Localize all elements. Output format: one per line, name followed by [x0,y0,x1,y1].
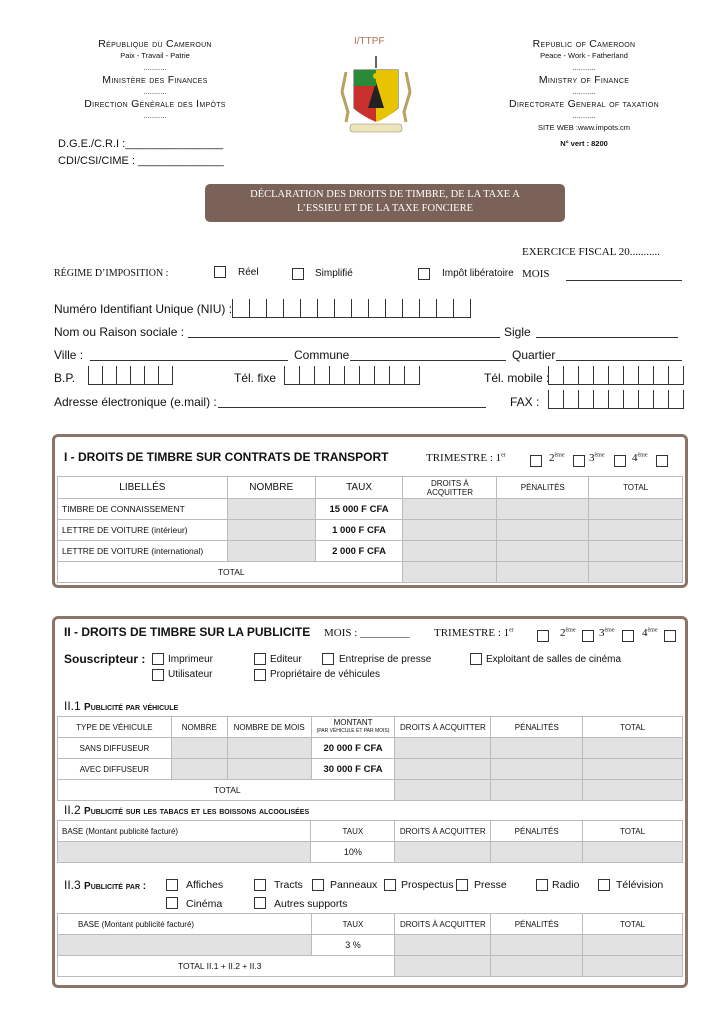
s1-droits-cell[interactable] [403,499,497,520]
simplifie-label: Simplifié [315,268,353,279]
dge-field[interactable]: D.G.E./C.R.I :________________ [58,138,224,150]
s2-trimestre [434,627,514,639]
ii1-h-montant-sub: (PAR VÉHICULE ET PAR MOIS) [316,728,390,734]
ii3-num: II.3 [64,878,81,892]
grand-total-total[interactable] [583,956,683,977]
sigle-field[interactable] [536,337,678,338]
s1-h-droits: DROITS À ACQUITTER [403,477,497,499]
ii2-base-cell[interactable] [58,842,311,863]
prospectus-label: Prospectus [401,879,454,891]
s2-t1: 1 [503,627,510,639]
s1-t4 [632,452,648,464]
ii1-h-nombre: NOMBRE [171,717,227,738]
directorate-en: Directorate General of taxation [509,98,659,110]
form-number: N° vert : 8200 [560,139,608,148]
ii1-h-montant [311,717,395,738]
s1-total-label: TOTAL [58,562,403,583]
s1-taux-cell: 1 000 F CFA [315,520,403,541]
table-row [58,956,683,977]
tel-mobile-cells[interactable] [548,366,684,385]
ii1-h-total: TOTAL [583,717,683,738]
s2-t4 [642,627,658,639]
ii3-h-penalites: PÉNALITÉS [491,914,583,935]
souscripteur-label: Souscripteur : [64,652,146,666]
s1-t2-num: 2 [549,452,555,464]
s1-row-label: LETTRE DE VOITURE (intérieur) [58,520,228,541]
s1-total-cell[interactable] [589,520,683,541]
ii1-mois-cell[interactable] [227,759,311,780]
entreprise-checkbox[interactable] [322,653,334,665]
s2-trim3-checkbox[interactable] [622,630,634,642]
liberatoire-checkbox[interactable] [418,268,430,280]
editeur-checkbox[interactable] [254,653,266,665]
s1-total-penalites[interactable] [497,562,589,583]
s1-table [57,476,683,583]
quartier-label: Quartier [512,348,556,362]
table-row [58,759,683,780]
prospectus-checkbox[interactable] [384,879,396,891]
tracts-label: Tracts [274,879,303,891]
sigle-label: Sigle [504,325,531,339]
ville-label: Ville : [54,348,84,362]
television-checkbox[interactable] [598,879,610,891]
ii1-nombre-cell[interactable] [171,759,227,780]
ii3-h-droits: DROITS À ACQUITTER [395,914,491,935]
ii2-taux-cell: 10% [311,842,395,863]
s1-penalites-cell[interactable] [497,520,589,541]
s1-row-label: TIMBRE DE CONNAISSEMENT [58,499,228,520]
panneaux-label: Panneaux [330,879,378,891]
directorate-fr: Direction Générale des Impôts [84,98,226,110]
mois-line[interactable] [566,280,682,281]
tel-fixe-cells[interactable] [284,366,420,385]
separator: ........... [572,87,596,96]
table-row [58,780,683,801]
s1-trim1-checkbox[interactable] [530,455,542,467]
ii1-num: II.1 [64,699,81,713]
s1-trim4-checkbox[interactable] [656,455,668,467]
ii1-mois-cell[interactable] [227,738,311,759]
ii1-total-label: TOTAL [58,780,395,801]
s2-t4-num: 4 [642,627,648,639]
ii3-total-cell[interactable] [583,935,683,956]
tel-mobile-label: Tél. mobile : [484,371,550,385]
s1-nombre-cell[interactable] [227,541,315,562]
ii2-droits-cell[interactable] [395,842,491,863]
ii3-title: Publicité par : [84,881,147,892]
s1-nombre-cell[interactable] [227,499,315,520]
ii1-title: Publicité par véhicule [84,702,179,713]
s1-total-total[interactable] [589,562,683,583]
s1-title: I - DROITS DE TIMBRE SUR CONTRATS DE TRANSPORT [64,450,389,464]
country-en: Republic of Cameroon [532,38,636,50]
ii2-num: II.2 [64,803,81,817]
niu-label: Numéro Identifiant Unique (NIU) : [54,302,233,316]
ii2-title: Publicité sur les tabacs et les boissons alcoolisées [84,806,310,817]
separator: ........... [143,63,167,72]
ii1-row-label: AVEC DIFFUSEUR [58,759,172,780]
s2-t2-num: 2 [560,627,566,639]
tracts-checkbox[interactable] [254,879,266,891]
ii1-montant-cell: 30 000 F CFA [311,759,395,780]
proprietaire-label: Propriétaire de véhicules [270,669,381,680]
separator: ........... [572,111,596,120]
ii2-h-penalites: PÉNALITÉS [491,821,583,842]
s1-t3-num: 3 [589,452,595,464]
s1-penalites-cell[interactable] [497,541,589,562]
table-row [58,738,683,759]
form-title-line1: DÉCLARATION DES DROITS DE TIMBRE, DE LA TAXE A [250,189,520,200]
cinema-checkbox[interactable] [166,897,178,909]
mois-label: MOIS [522,268,550,280]
s1-taux-cell: 2 000 F CFA [315,541,403,562]
s2-mois[interactable]: MOIS : _________ [324,627,410,639]
grand-total-label: TOTAL II.1 + II.2 + II.3 [58,956,395,977]
s1-trim3-checkbox[interactable] [614,455,626,467]
ii3-h-total: TOTAL [583,914,683,935]
tel-fixe-label: Tél. fixe [234,371,277,385]
panneaux-checkbox[interactable] [312,879,324,891]
s1-row-label: LETTRE DE VOITURE (international) [58,541,228,562]
utilisateur-checkbox[interactable] [152,669,164,681]
s1-t2-sup: ème [554,452,565,459]
television-label: Télévision [616,879,664,891]
s1-droits-cell[interactable] [403,520,497,541]
utilisateur-label: Utilisateur [168,669,213,680]
ii2-h-total: TOTAL [583,821,683,842]
ville-field[interactable] [90,360,288,361]
ii3-h-taux: TAUX [311,914,395,935]
s2-trim4-checkbox[interactable] [664,630,676,642]
table-row [58,541,683,562]
s1-total-cell[interactable] [589,541,683,562]
exploitant-label: Exploitant de salles de cinéma [486,654,622,665]
header-left [60,38,250,122]
bp-cells[interactable] [88,366,173,385]
ii1-total-droits[interactable] [395,780,491,801]
ii2-total-cell[interactable] [583,842,683,863]
s1-h-penalites: PÉNALITÉS [497,477,589,499]
ii3-table [57,913,683,977]
ii2-table [57,820,683,863]
s1-trimestre-label: TRIMESTRE : [426,452,493,464]
s1-h-total: TOTAL [589,477,683,499]
regime-label: RÉGIME D’IMPOSITION : [54,268,169,279]
ii1-penalites-cell[interactable] [491,738,583,759]
nom-label: Nom ou Raison sociale : [54,325,185,339]
s2-trimestre-label: TRIMESTRE : [434,627,501,639]
ii2-h-taux: TAUX [311,821,395,842]
s1-t4-num: 4 [632,452,638,464]
ii1-heading [64,699,178,713]
s2-trim1-checkbox[interactable] [537,630,549,642]
s1-nombre-cell[interactable] [227,520,315,541]
ii3-h-base: BASE (Montant publicité facturé) [58,914,312,935]
fax-cells[interactable] [548,390,684,409]
autres-checkbox[interactable] [254,897,266,909]
quartier-field[interactable] [556,360,682,361]
s1-t1-sup: er [501,452,506,459]
website: SITE WEB :www.impots.cm [537,123,631,132]
table-row [58,842,683,863]
ii3-penalites-cell[interactable] [491,935,583,956]
presse-label: Presse [474,879,507,891]
ii1-penalites-cell[interactable] [491,759,583,780]
s1-total-cell[interactable] [589,499,683,520]
s2-t3 [599,627,615,639]
ii2-h-base: BASE (Montant publicité facturé) [58,821,311,842]
s1-t3 [589,452,605,464]
affiches-checkbox[interactable] [166,879,178,891]
s1-h-taux: TAUX [315,477,403,499]
ministry-fr: Ministère des Finances [102,74,208,86]
simplifie-checkbox[interactable] [292,268,304,280]
s2-t3-num: 3 [599,627,605,639]
grand-total-droits[interactable] [395,956,491,977]
s1-droits-cell[interactable] [403,541,497,562]
s2-t2 [560,627,576,639]
s1-t2 [549,452,565,464]
s1-h-libelles: LIBELLÉS [58,477,228,499]
liberatoire-label: Impôt libératoire [442,268,514,279]
imprimeur-label: Imprimeur [168,654,214,665]
affiches-label: Affiches [186,879,224,891]
s2-t2-sup: ème [565,627,576,634]
bp-label: B.P. [54,371,76,385]
table-row [58,935,683,956]
ii1-h-mois: NOMBRE DE MOIS [227,717,311,738]
radio-label: Radio [552,879,580,891]
ii1-total-penalites[interactable] [491,780,583,801]
s1-penalites-cell[interactable] [497,499,589,520]
niu-cells[interactable] [232,299,471,318]
form-title-box [205,184,565,222]
exploitant-checkbox[interactable] [470,653,482,665]
separator: ........... [143,111,167,120]
email-label: Adresse électronique (e.mail) : [54,395,217,409]
s1-t1: 1 [495,452,502,464]
s2-t4-sup: ème [647,627,658,634]
ii1-table [57,716,683,801]
s1-h-nombre: NOMBRE [227,477,315,499]
s2-title: II - DROITS DE TIMBRE SUR LA PUBLICITE [64,625,311,639]
ii1-row-label: SANS DIFFUSEUR [58,738,172,759]
header-right [484,38,684,150]
ii1-h-montant-label: MONTANT [333,718,373,727]
reel-checkbox[interactable] [214,266,226,278]
commune-label: Commune [294,348,350,362]
reel-label: Réel [238,267,259,278]
grand-total-penalites[interactable] [491,956,583,977]
separator: ........... [143,87,167,96]
ii1-total-cell[interactable] [583,738,683,759]
cinema-label: Cinéma [186,898,223,910]
proprietaire-checkbox[interactable] [254,669,266,681]
ii2-penalites-cell[interactable] [491,842,583,863]
ii1-h-type: TYPE DE VÉHICULE [58,717,172,738]
editeur-label: Editeur [270,654,302,665]
ii1-h-penalites: PÉNALITÉS [491,717,583,738]
ii2-h-droits: DROITS À ACQUITTER [395,821,491,842]
s1-t3-sup: ème [594,452,605,459]
form-code: I/TTPF [354,36,385,47]
commune-field[interactable] [350,360,506,361]
s2-t1-sup: er [509,627,514,634]
coat-of-arms-icon [338,52,414,140]
cdi-field[interactable]: CDI/CSI/CIME : ______________ [58,155,224,167]
country-fr: République du Cameroun [98,38,212,50]
s1-trimestre [426,452,506,464]
ii3-heading [64,878,146,892]
s2-trim2-checkbox[interactable] [582,630,594,642]
s1-total-droits[interactable] [403,562,497,583]
ii3-droits-cell[interactable] [395,935,491,956]
motto-en: Peace - Work - Fatherland [540,51,628,60]
ii3-taux-cell: 3 % [311,935,395,956]
ii1-droits-cell[interactable] [395,759,491,780]
table-row [58,499,683,520]
s1-t4-sup: ème [637,452,648,459]
s2-t3-sup: ème [604,627,615,634]
autres-label: Autres supports [274,898,348,910]
entreprise-label: Entreprise de presse [339,654,432,665]
table-row [58,520,683,541]
radio-checkbox[interactable] [536,879,548,891]
imprimeur-checkbox[interactable] [152,653,164,665]
nom-field[interactable] [188,337,500,338]
form-title-line2: L’ESSIEU ET DE LA TAXE FONCIERE [296,203,473,214]
ii2-heading [64,803,309,817]
ii3-base-cell[interactable] [58,935,312,956]
ii1-total-total[interactable] [583,780,683,801]
presse-checkbox[interactable] [456,879,468,891]
ii1-total-cell[interactable] [583,759,683,780]
s1-trim2-checkbox[interactable] [573,455,585,467]
ii1-h-droits: DROITS À ACQUITTER [395,717,491,738]
ii1-droits-cell[interactable] [395,738,491,759]
motto-fr: Paix - Travail - Patrie [120,51,190,60]
ministry-en: Ministry of Finance [538,74,630,86]
s1-taux-cell: 15 000 F CFA [315,499,403,520]
email-field[interactable] [218,407,486,408]
table-row [58,562,683,583]
fax-label: FAX : [510,395,540,409]
ii1-montant-cell: 20 000 F CFA [311,738,395,759]
separator: ........... [572,63,596,72]
exercice-fiscal[interactable]: EXERCICE FISCAL 20........... [522,246,661,258]
ii1-nombre-cell[interactable] [171,738,227,759]
